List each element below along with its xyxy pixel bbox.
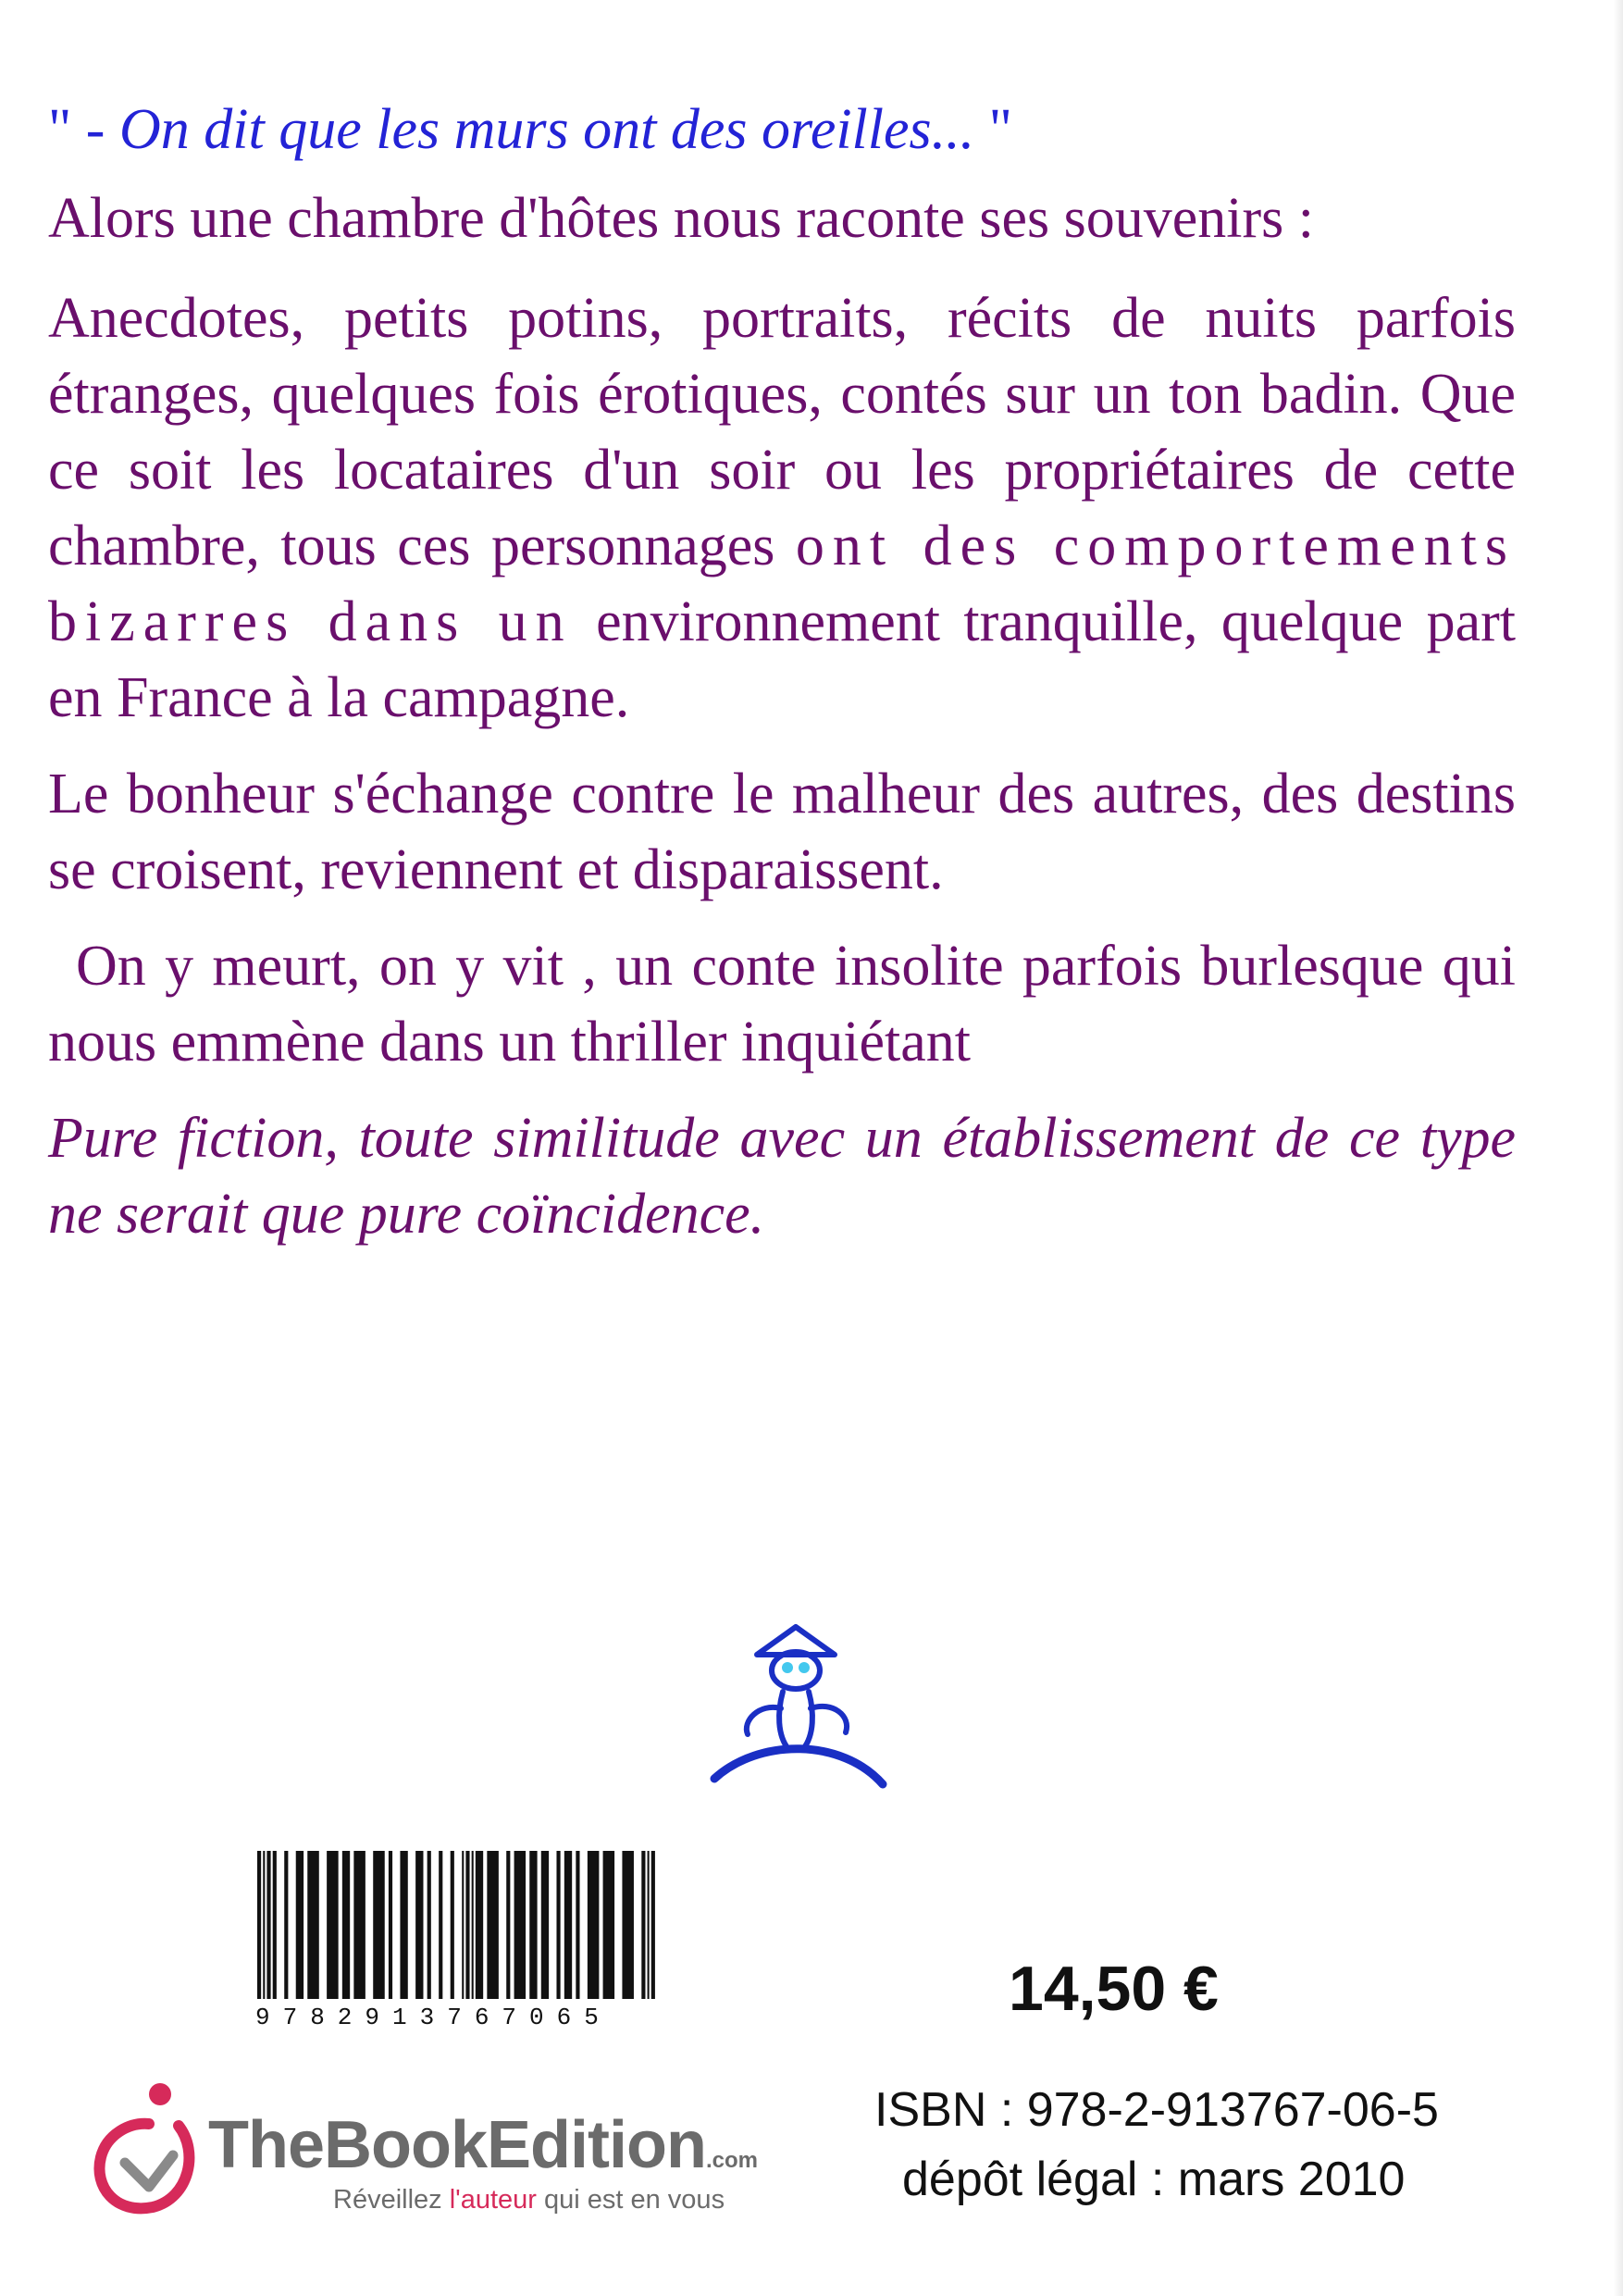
intro-paragraph: Alors une chambre d'hôtes nous raconte ses souvenirs : — [48, 187, 1314, 250]
legal-deposit: dépôt légal : mars 2010 — [902, 2153, 1406, 2206]
tale-paragraph: On y meurt, on y vit , un conte insolite parfois burlesque qui nous emmène dans un thriller inquiétant — [48, 935, 1516, 1074]
barcode-bar — [564, 1851, 572, 1999]
barcode-bar — [541, 1851, 549, 1999]
barcode-bar — [603, 1851, 615, 1999]
barcode-bar — [296, 1851, 304, 1999]
barcode-bar — [514, 1851, 527, 1999]
barcode-bar — [622, 1851, 634, 1999]
publisher-name-the: The — [208, 2108, 325, 2182]
barcode-bar — [556, 1851, 560, 1999]
price: 14,50 € — [1009, 1954, 1219, 2024]
barcode-bar — [506, 1851, 510, 1999]
publisher-slogan — [333, 2185, 725, 2215]
slogan-part-2: qui est en vous — [536, 2185, 725, 2215]
summary-text-part-1: Anecdotes, petits potins, portraits, récits de nuits parfois étranges, quelques fois érotiques, contés sur un ton badin. Que ce soit les locataires d'un soir ou les propriétaires de cette chambre, tous ces personnages — [48, 287, 1516, 577]
stick-figure-logo-icon — [703, 1620, 888, 1795]
barcode-bar — [342, 1851, 350, 1999]
thebookedition-logo-icon — [88, 2078, 199, 2216]
barcode-bar — [651, 1851, 655, 1999]
summary-text-part-3: environnement tranquille, quelque part en France à la campagne. — [48, 590, 1516, 729]
barcode-bar — [273, 1851, 277, 1999]
barcode-bar — [529, 1851, 537, 1999]
barcode-bar — [400, 1851, 407, 1999]
publisher-logo — [88, 2078, 828, 2226]
barcode-bar — [266, 1851, 270, 1999]
barcode-bar — [588, 1851, 600, 1999]
barcode-bar — [284, 1851, 288, 1999]
barcode-bar — [487, 1851, 499, 1999]
slogan-part-1: Réveillez — [333, 2185, 450, 2215]
barcode-bar — [353, 1851, 365, 1999]
barcode-bar — [576, 1851, 579, 1999]
page-edge-shadow — [1614, 0, 1623, 2296]
barcode-bar — [476, 1851, 483, 1999]
publisher-name-book: Book — [324, 2108, 488, 2182]
disclaimer-paragraph: Pure fiction, toute similitude avec un établissement de ce type ne serait que pure coïncidence. — [48, 1107, 1516, 1246]
barcode-bar — [451, 1851, 454, 1999]
barcode-digits: 9782913767065 — [255, 2004, 612, 2031]
opening-quote — [48, 88, 1516, 171]
barcode-bar — [462, 1851, 464, 1999]
happiness-paragraph: Le bonheur s'échange contre le malheur des autres, des destins se croisent, reviennent et disparaissent. — [48, 763, 1516, 901]
publisher-name — [208, 2107, 758, 2183]
quote-close-mark: " — [974, 98, 1012, 161]
barcode-bar — [472, 1851, 474, 1999]
barcode-bar — [648, 1851, 650, 1999]
barcode-bar — [373, 1851, 385, 1999]
barcode-bar — [257, 1851, 261, 1999]
barcode-bar — [389, 1851, 392, 1999]
quote-open-mark: " - — [48, 98, 119, 161]
slogan-accent: l'auteur — [449, 2185, 537, 2215]
back-cover-text — [48, 88, 1516, 1272]
barcode-bar — [439, 1851, 442, 1999]
summary-paragraph — [48, 280, 1516, 736]
quote-text: On dit que les murs ont des oreilles... — [118, 98, 975, 161]
barcode-bar — [263, 1851, 265, 1999]
barcode-bar — [415, 1851, 423, 1999]
barcode-bar — [427, 1851, 431, 1999]
barcode-bar — [641, 1851, 645, 1999]
barcode-bar — [327, 1851, 339, 1999]
isbn: ISBN : 978-2-913767-06-5 — [874, 2083, 1439, 2137]
publisher-domain: .com — [705, 2148, 758, 2173]
summary-text-part-2: ont des comportements bizarres dans un — [48, 515, 1517, 653]
barcode-bar — [307, 1851, 319, 1999]
publisher-name-edition: Edition — [487, 2108, 706, 2182]
barcode-bar — [465, 1851, 469, 1999]
